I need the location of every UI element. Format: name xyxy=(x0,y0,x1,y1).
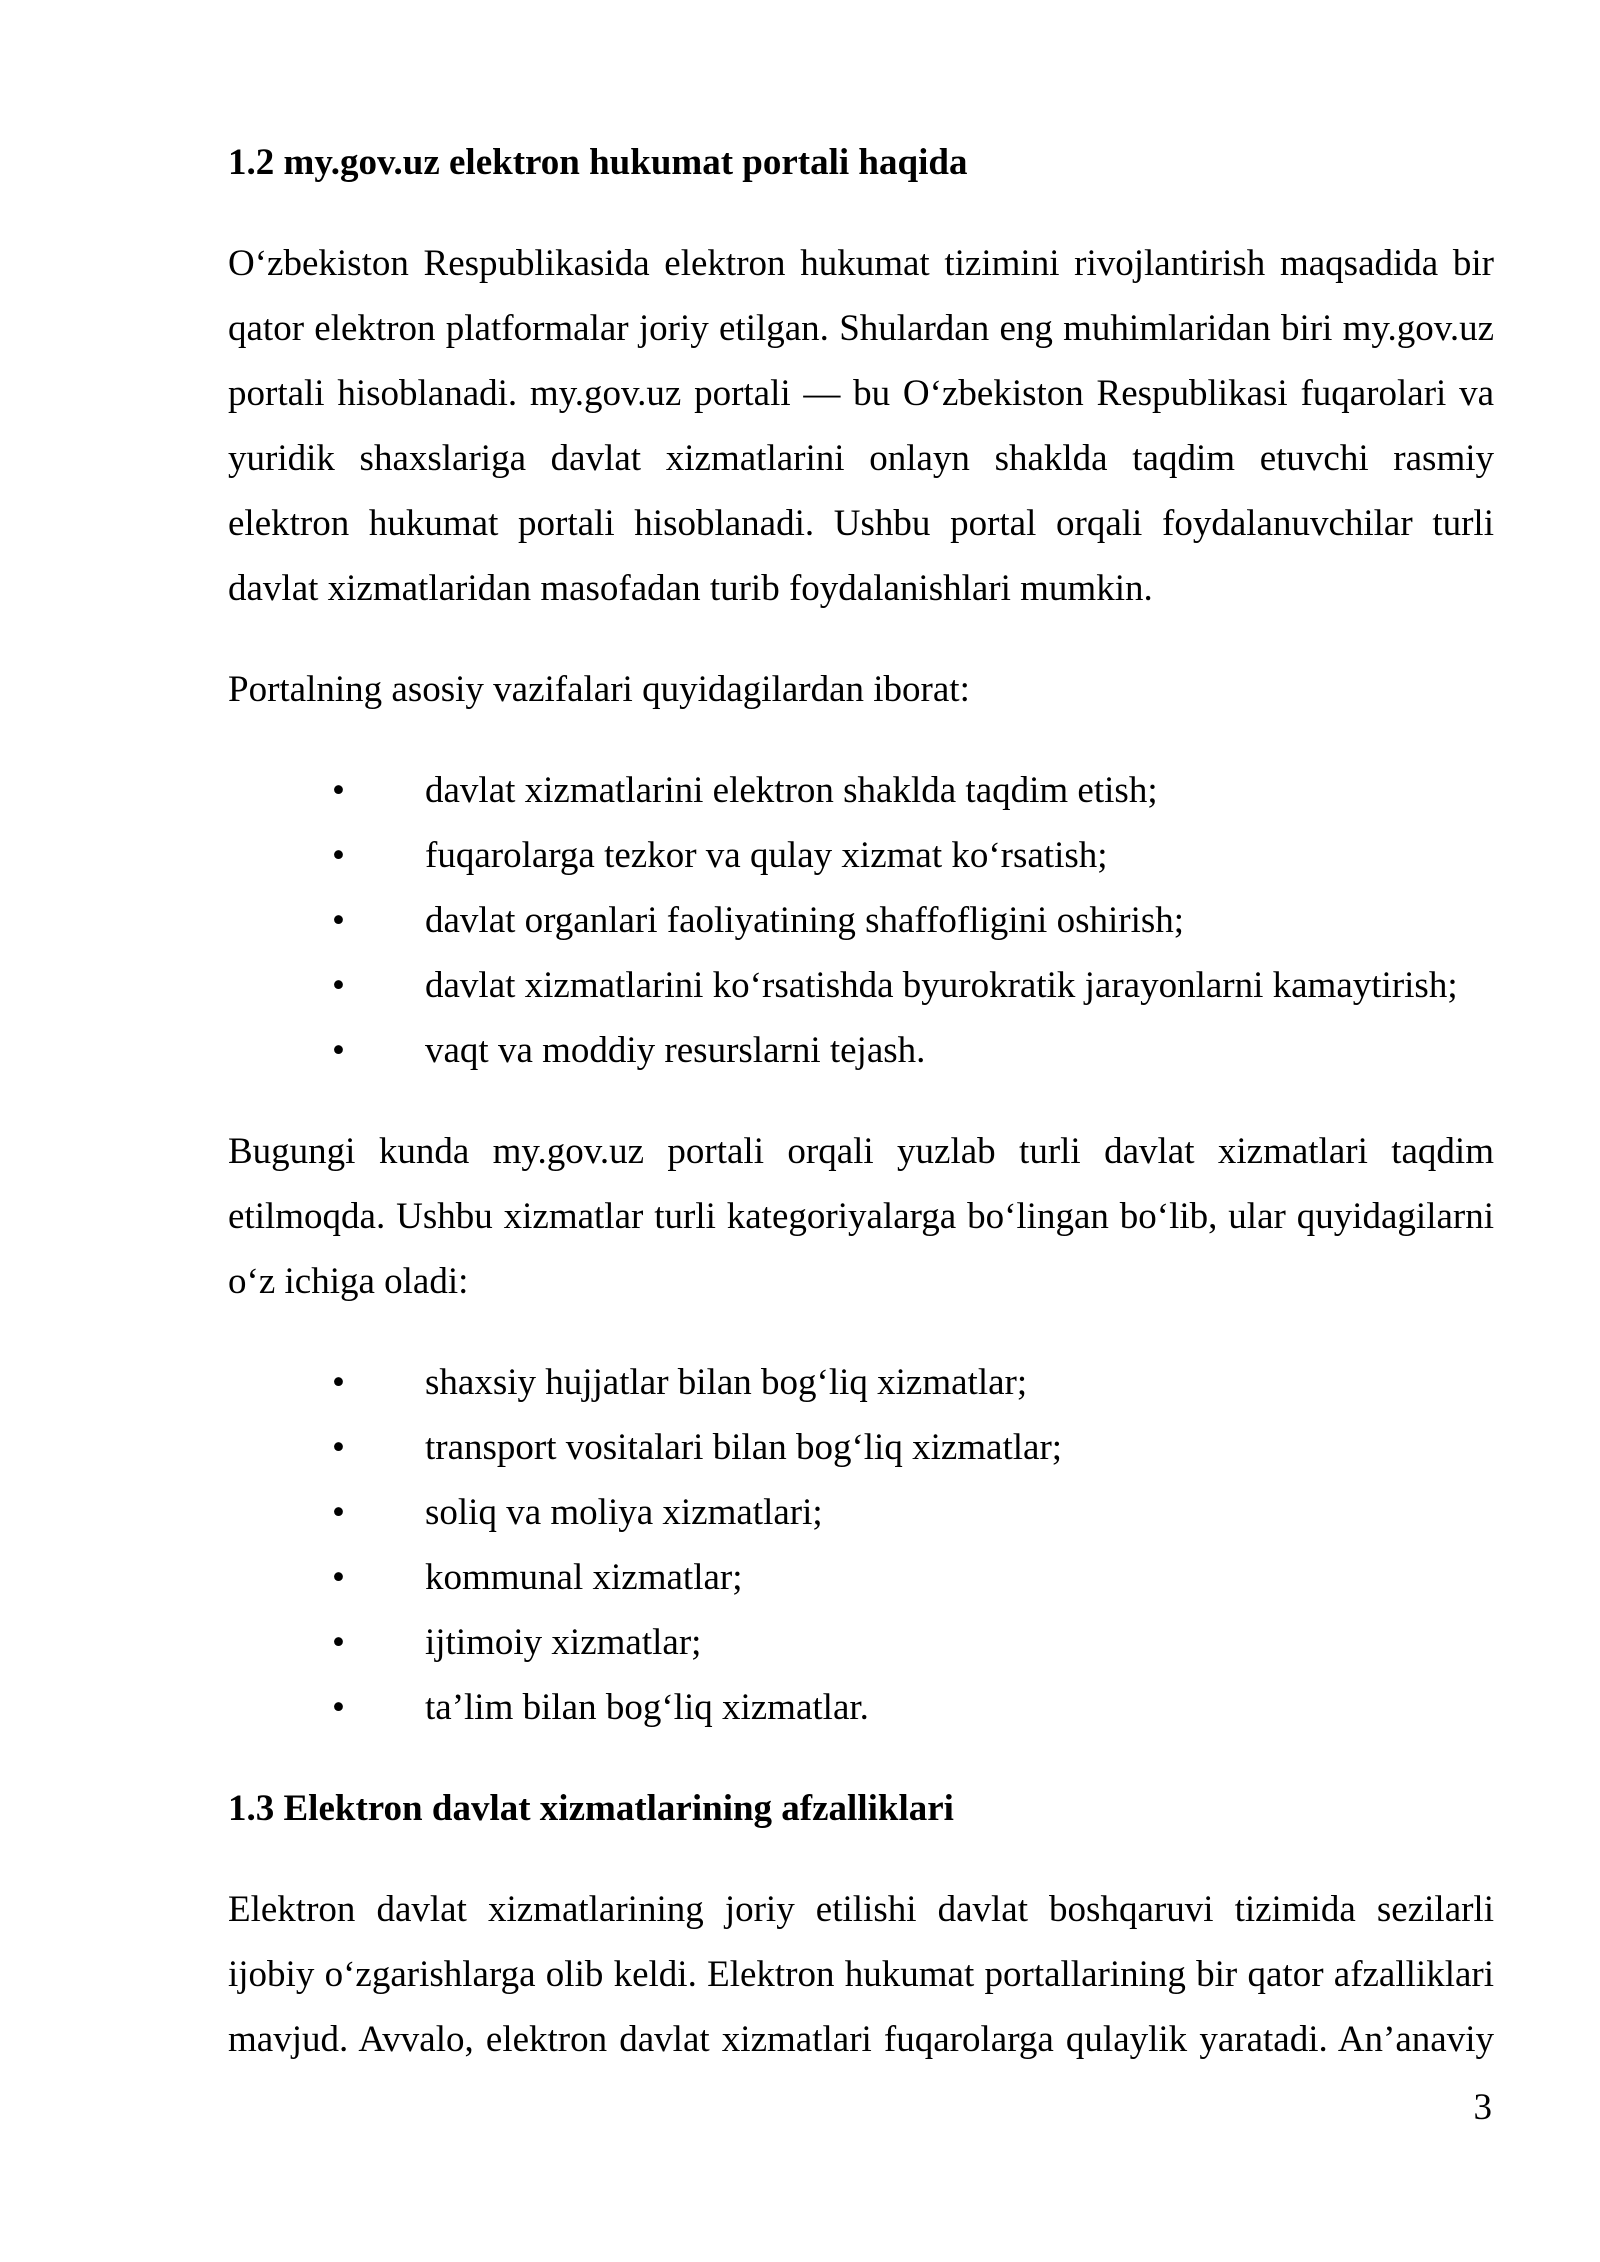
list-item xyxy=(228,1350,1494,1415)
section-heading-1-2: 1.2 my.gov.uz elektron hukumat portali haqida xyxy=(228,142,968,183)
bullet-icon: • xyxy=(332,1427,345,1468)
list-item-label: soliq va moliya xizmatlari; xyxy=(425,1492,823,1533)
paragraph-portal-intro: Oʻzbekiston Respublikasida elektron hukumat tizimini rivojlantirish maqsadida bir qator elektron platformalar joriy etilgan. Shulardan eng muhimlaridan biri my.gov.uz portali hisoblanadi. my.gov.uz portali — bu Oʻzbekiston Respublikasi fuqarolari va yuridik shaxslariga davlat xizmatlarini onlayn shaklda taqdim etuvchi rasmiy elektron hukumat portali hisoblanadi. Ushbu portal orqali foydalanuvchilar turli davlat xizmatlaridan masofadan turib foydalanishlari mumkin. xyxy=(228,243,1494,609)
bullet-icon: • xyxy=(332,835,345,876)
bullet-icon: • xyxy=(332,900,345,941)
section-heading-1-3: 1.3 Elektron davlat xizmatlarining afzalliklari xyxy=(228,1788,954,1829)
list-item-label: davlat xizmatlarini elektron shaklda taqdim etish; xyxy=(425,770,1158,811)
bullet-icon: • xyxy=(332,1030,345,1071)
list-item xyxy=(228,1610,1494,1675)
list-item-label: vaqt va moddiy resurslarni tejash. xyxy=(425,1030,926,1071)
paragraph-tasks-lead: Portalning asosiy vazifalari quyidagilardan iborat: xyxy=(228,669,970,710)
bullet-icon: • xyxy=(332,1557,345,1598)
service-categories-list xyxy=(228,1350,1494,1740)
list-item-label: taʼlim bilan bogʻliq xizmatlar. xyxy=(425,1687,869,1728)
bullet-icon: • xyxy=(332,965,345,1006)
list-item xyxy=(228,953,1494,1018)
list-item-label: kommunal xizmatlar; xyxy=(425,1557,743,1598)
list-item-label: transport vositalari bilan bogʻliq xizmatlar; xyxy=(425,1427,1063,1468)
bullet-icon: • xyxy=(332,770,345,811)
list-item-label: fuqarolarga tezkor va qulay xizmat koʻrsatish; xyxy=(425,835,1108,876)
list-item xyxy=(228,823,1494,888)
list-item xyxy=(228,1415,1494,1480)
paragraph-services: Bugungi kunda my.gov.uz portali orqali yuzlab turli davlat xizmatlari taqdim etilmoqda. Ushbu xizmatlar turli kategoriyalarga boʻlingan boʻlib, ular quyidagilarni oʻz ichiga oladi: xyxy=(228,1131,1494,1302)
list-item xyxy=(228,1675,1494,1740)
bullet-icon: • xyxy=(332,1492,345,1533)
tasks-list xyxy=(228,758,1494,1083)
paragraph-advantages: Elektron davlat xizmatlarining joriy etilishi davlat boshqaruvi tizimida sezilarli ijobiy oʻzgarishlarga olib keldi. Elektron hukumat portallarining bir qator afzalliklari mavjud. Avvalo, elektron davlat xizmatlari fuqarolarga qulaylik yaratadi. Anʼanaviy xyxy=(228,1889,1494,2060)
list-item-label: davlat xizmatlarini koʻrsatishda byurokratik jarayonlarni kamaytirish; xyxy=(425,965,1458,1006)
list-item xyxy=(228,1018,1494,1083)
bullet-icon: • xyxy=(332,1687,345,1728)
list-item-label: shaxsiy hujjatlar bilan bogʻliq xizmatlar; xyxy=(425,1362,1028,1403)
list-item xyxy=(228,1545,1494,1610)
list-item-label: ijtimoiy xizmatlar; xyxy=(425,1622,702,1663)
bullet-icon: • xyxy=(332,1622,345,1663)
list-item-label: davlat organlari faoliyatining shaffofligini oshirish; xyxy=(425,900,1185,941)
list-item xyxy=(228,1480,1494,1545)
bullet-icon: • xyxy=(332,1362,345,1403)
list-item xyxy=(228,888,1494,953)
list-item xyxy=(228,758,1494,823)
page-number: 3 xyxy=(1473,2087,1492,2128)
